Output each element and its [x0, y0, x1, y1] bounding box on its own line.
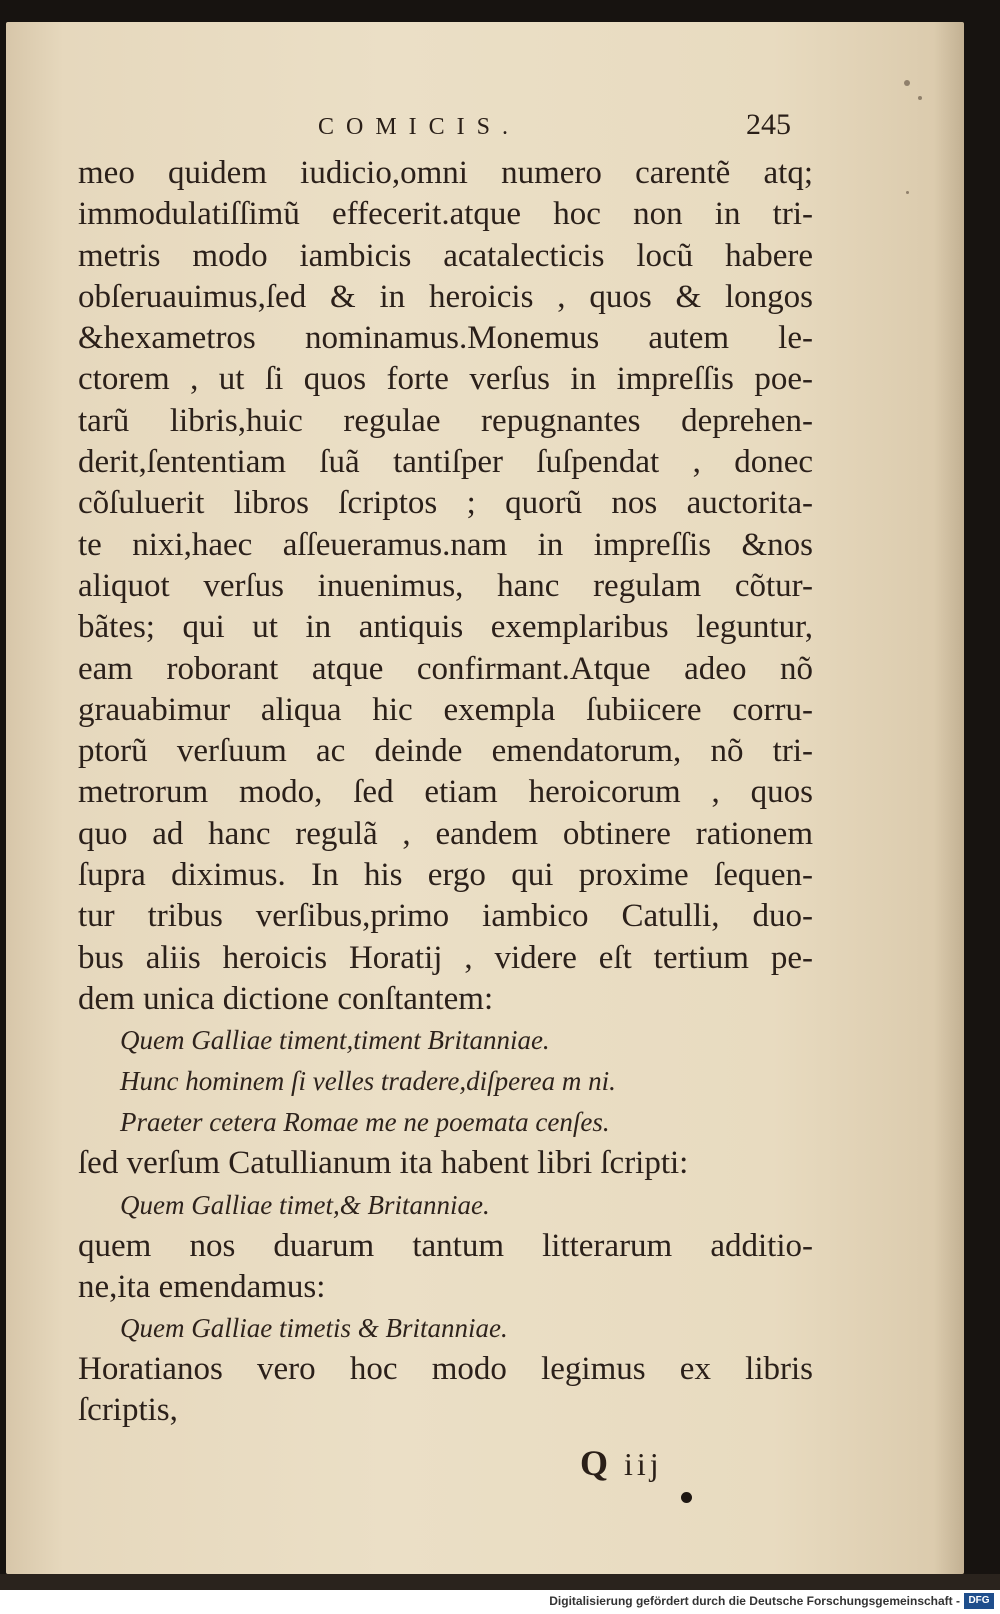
signature-number: iij	[624, 1446, 663, 1482]
verse-line: Quem Galliae timet,& Britanniae.	[120, 1189, 490, 1220]
text-line: te nixi,haec aſſeueramus.nam in impreſſis &nos	[78, 526, 813, 563]
verse-line: Quem Galliae timetis & Britanniae.	[120, 1313, 508, 1344]
ink-dot	[681, 1492, 692, 1503]
verse-line: Praeter cetera Romae me ne poemata cenſes.	[120, 1107, 610, 1138]
text-line: immodulatiſſimũ effecerit.atque hoc non in tri-	[78, 196, 813, 233]
paper-speck	[906, 191, 909, 194]
text-line: derit,ſententiam ſuã tantiſper ſuſpendat , donec	[78, 444, 813, 481]
text-line: quo ad hanc regulã , eandem obtinere rationem	[78, 815, 813, 852]
text-line: metrorum modo, ſed etiam heroicorum , quos	[78, 774, 813, 811]
dfg-logo: DFG	[964, 1593, 994, 1609]
digitization-footer	[0, 1590, 1000, 1614]
text-line: ſupra diximus. In his ergo qui proxime ſequen-	[78, 857, 813, 894]
text-line: ſcriptis,	[78, 1392, 178, 1429]
text-line: aliquot verſus inuenimus, hanc regulam cõtur-	[78, 567, 813, 604]
text-line: dem unica dictione conſtantem:	[78, 980, 494, 1017]
text-line: bãtes; qui ut in antiquis exemplaribus leguntur,	[78, 609, 813, 646]
footer-credit: Digitalisierung gefördert durch die Deutsche Forschungsgemeinschaft -	[549, 1594, 960, 1608]
text-line: Horatianos vero hoc modo legimus ex libris	[78, 1351, 813, 1388]
text-line: metris modo iambicis acatalecticis locũ habere	[78, 237, 813, 274]
text-line: tarũ libris,huic regulae repugnantes deprehen-	[78, 402, 813, 439]
body-paragraph	[78, 153, 813, 979]
text-line: tur tribus verſibus,primo iambico Catulli, duo-	[78, 898, 813, 935]
text-line: ne,ita emendamus:	[78, 1268, 326, 1305]
page-bottom-edge	[0, 1574, 1000, 1590]
text-line: obſeruauimus,ſed & in heroicis , quos & longos	[78, 278, 813, 315]
main-text	[78, 153, 813, 1432]
text-line: meo quidem iudicio,omni numero carentẽ atq;	[78, 155, 813, 191]
text-line: bus aliis heroicis Horatij , videre eſt tertium pe-	[78, 939, 813, 976]
text-line: grauabimur aliqua hic exempla ſubiicere corru-	[78, 691, 813, 728]
verse-line: Hunc hominem ſi velles tradere,diſperea m ni.	[120, 1066, 616, 1097]
verse-line: Quem Galliae timent,timent Britanniae.	[120, 1025, 550, 1056]
paper-speck	[904, 80, 910, 86]
text-line: &hexametros nominamus.Monemus autem le-	[78, 320, 813, 357]
text-line: ptorũ verſuum ac deinde emendatorum, nõ tri-	[78, 733, 813, 770]
text-line: ctorem , ut ſi quos forte verſus in impreſſis poe-	[78, 361, 813, 398]
text-line: eam roborant atque confirmant.Atque adeo nõ	[78, 650, 813, 687]
text-paragraph	[78, 1349, 813, 1390]
text-paragraph	[78, 1226, 813, 1267]
text-line: quem nos duarum tantum litterarum additio-	[78, 1227, 813, 1264]
paper-speck	[918, 96, 922, 100]
signature-letter: Q	[580, 1443, 613, 1483]
text-line: ſed verſum Catullianum ita habent libri ſcripti:	[78, 1145, 689, 1182]
page-header	[0, 108, 1000, 148]
verse-quotation-block	[78, 1020, 813, 1143]
text-line: cõſuluerit libros ſcriptos ; quorũ nos auctorita-	[78, 485, 813, 522]
running-head: COMICIS.	[318, 114, 521, 140]
page-number: 245	[746, 108, 791, 141]
signature-mark	[580, 1442, 663, 1484]
